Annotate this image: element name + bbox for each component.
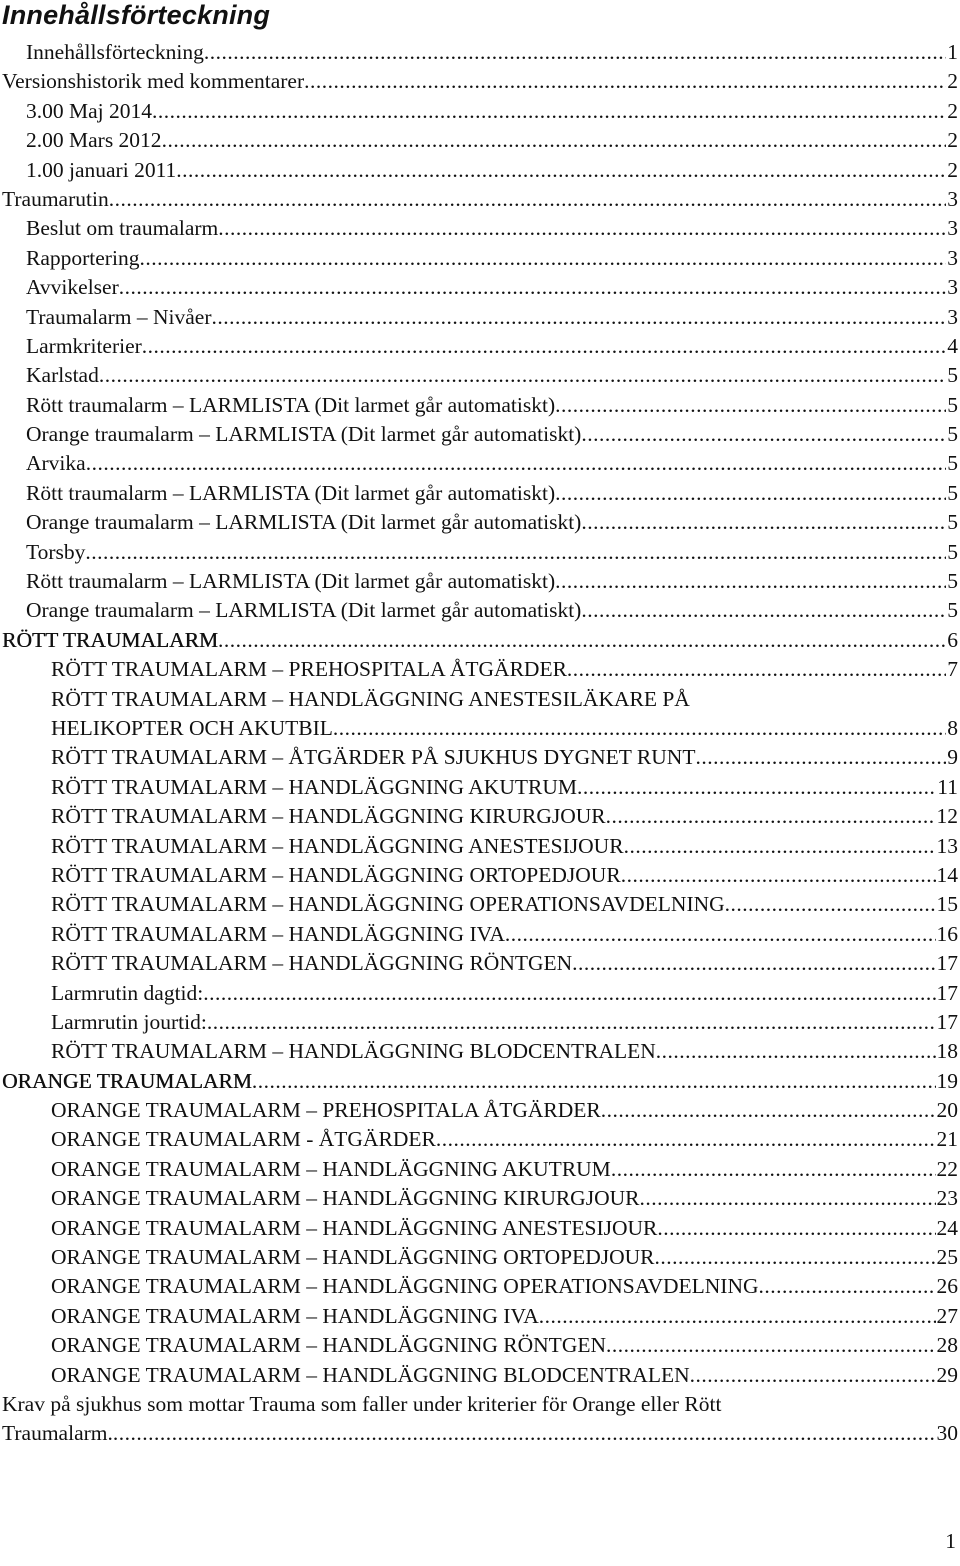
toc-entry-text: Beslut om traumalarm [26,216,219,241]
toc-entry-text: ORANGE TRAUMALARM – PREHOSPITALA ÅTGÄRDER [51,1098,601,1123]
toc-entry-page: 17 [936,1009,958,1034]
toc-entry[interactable] [0,361,960,390]
dot-leader [162,126,947,155]
toc-entry[interactable] [0,861,960,890]
dot-leader [86,449,947,478]
toc-entry[interactable] [0,596,960,625]
toc-entry-text: Larmrutin dagtid: [51,980,204,1005]
toc-entry-page: 12 [936,804,958,829]
toc-entry[interactable] [0,332,960,361]
toc-entry-page: 5 [947,539,958,564]
toc-entry-text: Larmrutin jourtid: [51,1009,207,1034]
toc-entry[interactable] [0,920,960,949]
toc-entry-page: 22 [936,1156,958,1181]
dot-leader [624,832,936,861]
toc-entry-text: Avvikelser [26,275,119,300]
dot-leader [577,773,936,802]
dot-leader [436,1125,936,1154]
dot-leader [99,361,946,390]
dot-leader [555,479,946,508]
dot-leader [555,567,946,596]
dot-leader [611,1155,936,1184]
dot-leader [601,1096,936,1125]
toc-entry-page: 28 [936,1333,958,1358]
toc-entry[interactable] [0,1390,960,1449]
dot-leader [212,303,947,332]
toc-entry-page: 24 [936,1215,958,1240]
toc-entry[interactable] [0,1067,960,1096]
toc-entry-page: 2 [947,128,958,153]
toc-entry-page: 3 [947,186,958,211]
toc-entry-page: 17 [936,980,958,1005]
toc-entry[interactable] [0,1331,960,1360]
dot-leader [113,1419,936,1448]
toc-entry-text: ORANGE TRAUMALARM – HANDLÄGGNING RÖNTGEN [51,1333,607,1358]
toc-entry[interactable] [0,38,960,67]
toc-entry-text-line1: RÖTT TRAUMALARM – HANDLÄGGNING ANESTESILÄKARE PÅ [51,686,690,711]
toc-entry-page: 3 [947,245,958,270]
toc-entry-text: RÖTT TRAUMALARM – HANDLÄGGNING IVA [51,921,505,946]
toc-entry[interactable] [0,567,960,596]
toc-entry-text: Versionshistorik med kommentarer [2,69,305,94]
toc-entry[interactable] [0,1302,960,1331]
toc-entry-text: ORANGE TRAUMALARM – HANDLÄGGNING ANESTESIJOUR [51,1215,658,1240]
toc-entry-page: 2 [947,69,958,94]
toc-entry-text: Innehållsförteckning [26,40,204,64]
dot-leader [695,743,946,772]
toc-entry-page: 27 [936,1303,958,1328]
dot-leader [581,420,946,449]
toc-entry-text: Torsby [26,539,86,564]
dot-leader [567,655,946,684]
toc-entry[interactable] [0,538,960,567]
toc-entry-page: 13 [936,833,958,858]
toc-entry-page: 25 [936,1245,958,1270]
toc-entry-page: 7 [947,657,958,682]
toc-entry[interactable] [0,979,960,1008]
toc-entry[interactable] [0,655,960,684]
toc-entry-text: RÖTT TRAUMALARM – HANDLÄGGNING RÖNTGEN [51,951,573,976]
dot-leader [119,273,947,302]
toc-entry[interactable] [0,508,960,537]
toc-entry-page: 30 [936,1421,958,1446]
toc-entry-text: Orange traumalarm – LARMLISTA (Dit larmet går automatiskt) [26,510,582,535]
toc-entry-page: 14 [936,862,958,887]
toc-entry-text: RÖTT TRAUMALARM – HANDLÄGGNING ANESTESIJOUR [51,833,624,858]
toc-entry-text: RÖTT TRAUMALARM – HANDLÄGGNING KIRURGJOUR [51,804,606,829]
toc-entry-text: RÖTT TRAUMALARM [2,627,219,652]
toc-entry[interactable] [0,420,960,449]
table-of-contents [0,38,960,1449]
toc-entry[interactable] [0,391,960,420]
toc-entry-page: 21 [936,1127,958,1152]
toc-entry-page: 5 [947,598,958,623]
toc-entry[interactable] [0,97,960,126]
page-number: 1 [945,1529,956,1553]
dot-leader [109,185,947,214]
dot-leader [139,244,946,273]
toc-entry-page: 8 [947,716,958,740]
toc-entry-text: RÖTT TRAUMALARM – ÅTGÄRDER PÅ SJUKHUS DYGNET RUNT [51,745,696,770]
toc-entry-text: Traumalarm – Nivåer [26,304,212,329]
toc-entry-text: ORANGE TRAUMALARM – HANDLÄGGNING BLODCENTRALEN [51,1362,690,1387]
toc-entry[interactable] [0,479,960,508]
toc-heading: Innehållsförteckning [2,0,271,30]
toc-entry-text: ORANGE TRAUMALARM - ÅTGÄRDER [51,1127,436,1152]
dot-leader [621,861,936,890]
toc-entry-text: RÖTT TRAUMALARM – HANDLÄGGNING BLODCENTRALEN [51,1039,656,1064]
toc-entry-text: ORANGE TRAUMALARM – HANDLÄGGNING AKUTRUM [51,1156,611,1181]
toc-entry-text: Rapportering [26,245,140,270]
toc-entry-text: ORANGE TRAUMALARM – HANDLÄGGNING IVA [51,1303,539,1328]
toc-entry[interactable] [0,685,960,744]
toc-entry-page: 5 [947,480,958,505]
toc-entry-page: 17 [936,951,958,976]
dot-leader [690,1361,936,1390]
toc-entry-text: ORANGE TRAUMALARM [2,1068,252,1093]
dot-leader [639,1184,935,1213]
toc-entry-text: Orange traumalarm – LARMLISTA (Dit larmet går automatiskt) [26,422,582,447]
toc-entry[interactable] [0,1184,960,1213]
dot-leader [657,1214,935,1243]
toc-entry-text: ORANGE TRAUMALARM – HANDLÄGGNING ORTOPEDJOUR [51,1245,655,1270]
dot-leader [252,1067,936,1096]
toc-entry[interactable] [0,214,960,243]
toc-entry[interactable] [0,126,960,155]
dot-leader [218,626,946,655]
toc-entry[interactable] [0,890,960,919]
toc-entry[interactable] [0,773,960,802]
toc-entry-text: RÖTT TRAUMALARM – PREHOSPITALA ÅTGÄRDER [51,657,567,682]
toc-entry-page: 2 [947,157,958,182]
toc-entry[interactable] [0,67,960,96]
toc-entry[interactable] [0,1214,960,1243]
dot-leader [655,1243,936,1272]
toc-entry[interactable] [0,273,960,302]
toc-entry-page: 5 [947,451,958,476]
toc-entry-page: 3 [947,275,958,300]
toc-entry-text: 3.00 Maj 2014 [26,98,153,123]
toc-entry[interactable] [0,449,960,478]
toc-entry-text: Traumarutin [2,186,109,211]
toc-entry-page: 9 [947,745,958,770]
dot-leader [572,949,935,978]
toc-entry-page: 1 [947,40,958,64]
toc-entry-page: 20 [936,1098,958,1123]
toc-entry-text: Karlstad [26,363,99,388]
toc-entry-text: ORANGE TRAUMALARM – HANDLÄGGNING KIRURGJOUR [51,1186,640,1211]
toc-entry-text: Arvika [26,451,86,476]
toc-entry-text: Orange traumalarm – LARMLISTA (Dit larmet går automatiskt) [26,598,582,623]
toc-entry[interactable] [0,185,960,214]
toc-entry-text: HELIKOPTER OCH AKUTBIL [51,716,333,740]
dot-leader [85,538,946,567]
toc-entry-page: 23 [936,1186,958,1211]
toc-entry-page: 3 [947,304,958,329]
toc-entry-text: Rött traumalarm – LARMLISTA (Dit larmet går automatiskt) [26,392,556,417]
dot-leader [539,1302,936,1331]
dot-leader [505,920,936,949]
dot-leader [204,38,946,67]
dot-leader [606,1331,935,1360]
toc-entry-page: 4 [947,333,958,358]
toc-entry-page: 11 [937,774,958,799]
toc-entry-page: 5 [947,363,958,388]
toc-entry-page: 5 [947,392,958,417]
toc-entry-text: 1.00 januari 2011 [26,157,177,182]
toc-entry-text: Rött traumalarm – LARMLISTA (Dit larmet går automatiskt) [26,569,556,594]
dot-leader [203,979,935,1008]
toc-entry[interactable] [0,303,960,332]
toc-entry-text: RÖTT TRAUMALARM – HANDLÄGGNING ORTOPEDJOUR [51,862,621,887]
dot-leader [581,508,946,537]
dot-leader [304,67,946,96]
toc-entry[interactable] [0,802,960,831]
toc-entry-page: 16 [936,921,958,946]
toc-entry[interactable] [0,1125,960,1154]
dot-leader [176,156,946,185]
toc-entry-page: 15 [936,892,958,917]
dot-leader [218,214,946,243]
dot-leader [606,802,936,831]
toc-entry[interactable] [0,156,960,185]
toc-entry-text: Traumalarm. [2,1421,113,1446]
toc-entry-text: RÖTT TRAUMALARM – HANDLÄGGNING AKUTRUM [51,774,577,799]
toc-entry[interactable] [0,1361,960,1390]
toc-entry[interactable] [0,1037,960,1066]
dot-leader [656,1037,936,1066]
toc-entry[interactable] [0,244,960,273]
dot-leader [207,1008,936,1037]
toc-entry-page: 19 [936,1068,958,1093]
dot-leader [725,890,936,919]
toc-entry[interactable] [0,1243,960,1272]
toc-entry-page: 3 [947,216,958,241]
dot-leader [152,97,946,126]
toc-entry[interactable] [0,1272,960,1301]
dot-leader [142,332,946,361]
dot-leader [759,1272,936,1301]
toc-entry-text: Rött traumalarm – LARMLISTA (Dit larmet går automatiskt) [26,480,556,505]
toc-entry[interactable] [0,832,960,861]
toc-entry[interactable] [0,1096,960,1125]
toc-entry-page: 6 [947,627,958,652]
toc-entry-text: Larmkriterier [26,333,142,358]
toc-entry-page: 18 [936,1039,958,1064]
toc-entry-text: RÖTT TRAUMALARM – HANDLÄGGNING OPERATIONSAVDELNING [51,892,725,917]
toc-entry-page: 5 [947,569,958,594]
toc-entry-page: 29 [936,1362,958,1387]
toc-entry-text: ORANGE TRAUMALARM – HANDLÄGGNING OPERATIONSAVDELNING [51,1274,759,1299]
toc-entry[interactable] [0,743,960,772]
toc-entry-page: 26 [936,1274,958,1299]
toc-entry-page: 5 [947,510,958,535]
toc-entry-text: 2.00 Mars 2012 [26,128,162,153]
toc-entry-page: 2 [947,98,958,123]
toc-entry[interactable] [0,626,960,655]
toc-entry[interactable] [0,1008,960,1037]
toc-entry[interactable] [0,949,960,978]
dot-leader [555,391,946,420]
toc-entry-page: 5 [947,422,958,447]
toc-entry-text-line1: Krav på sjukhus som mottar Trauma som faller under kriterier för Orange eller Rött [2,1391,722,1416]
toc-entry[interactable] [0,1155,960,1184]
dot-leader [333,714,946,743]
dot-leader [581,596,946,625]
